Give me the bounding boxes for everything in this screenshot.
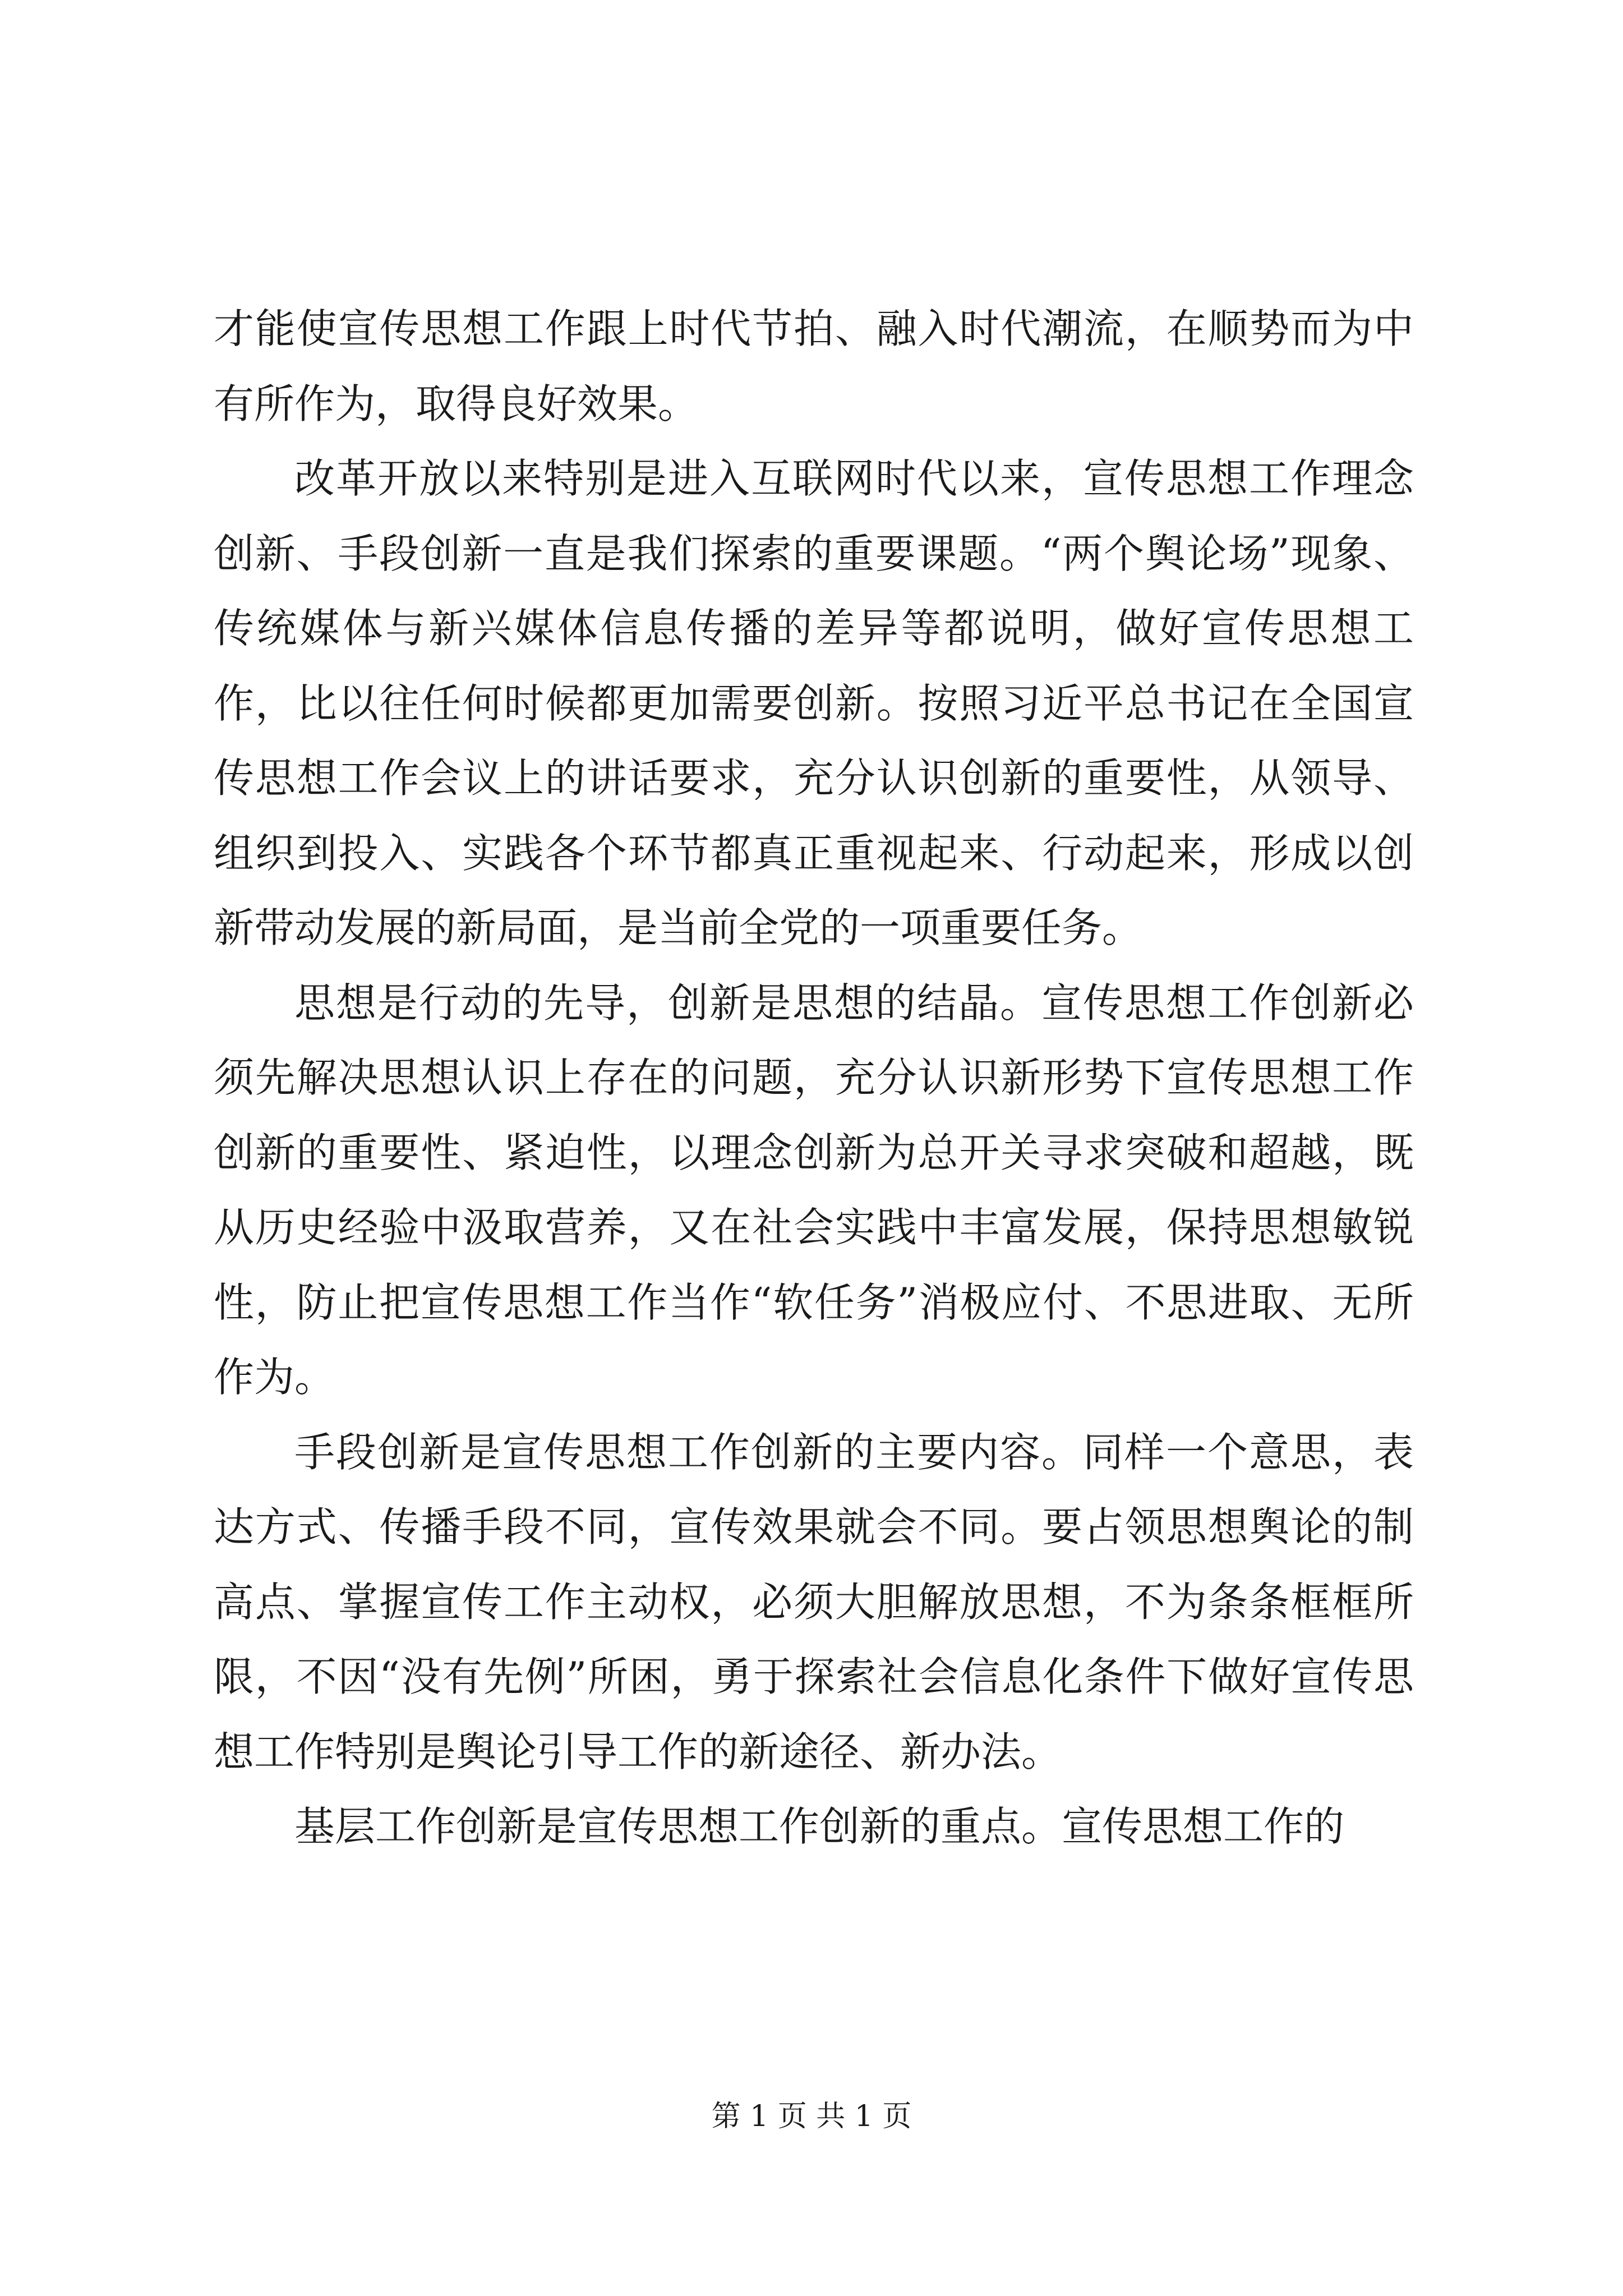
- paragraph: 手段创新是宣传思想工作创新的主要内容。同样一个意思，表达方式、传播手段不同，宣传效果就会不同。要占领思想舆论的制高点、掌握宣传工作主动权，必须大胆解放思想，不为条条框框所限，不因“没有先例”所困，勇于探索社会信息化条件下做好宣传思想工作特别是舆论引导工作的新途径、新办法。: [214, 1428, 1414, 1775]
- paragraph-continued: 才能使宣传思想工作跟上时代节拍、融入时代潮流，在顺势而为中有所作为，取得良好效果。: [214, 305, 1414, 427]
- paragraph: 改革开放以来特别是进入互联网时代以来，宣传思想工作理念创新、手段创新一直是我们探索的重要课题。“两个舆论场”现象、传统媒体与新兴媒体信息传播的差异等都说明，做好宣传思想工作，比以往任何时候都更加需要创新。按照习近平总书记在全国宣传思想工作会议上的讲话要求，充分认识创新的重要性，从领导、组织到投入、实践各个环节都真正重视起来、行动起来，形成以创新带动发展的新局面，是当前全党的一项重要任务。: [214, 455, 1414, 951]
- paragraph: 基层工作创新是宣传思想工作创新的重点。宣传思想工作的: [294, 1803, 1345, 1850]
- paragraph: 思想是行动的先导，创新是思想的结晶。宣传思想工作创新必须先解决思想认识上存在的问题，充分认识新形势下宣传思想工作创新的重要性、紧迫性，以理念创新为总开关寻求突破和超越，既从历史经验中汲取营养，又在社会实践中丰富发展，保持思想敏锐性，防止把宣传思想工作当作“软任务”消极应付、不思进取、无所作为。: [214, 979, 1414, 1401]
- page-number-footer: 第 1 页 共 1 页: [711, 2100, 912, 2133]
- document-body: [214, 292, 1414, 1865]
